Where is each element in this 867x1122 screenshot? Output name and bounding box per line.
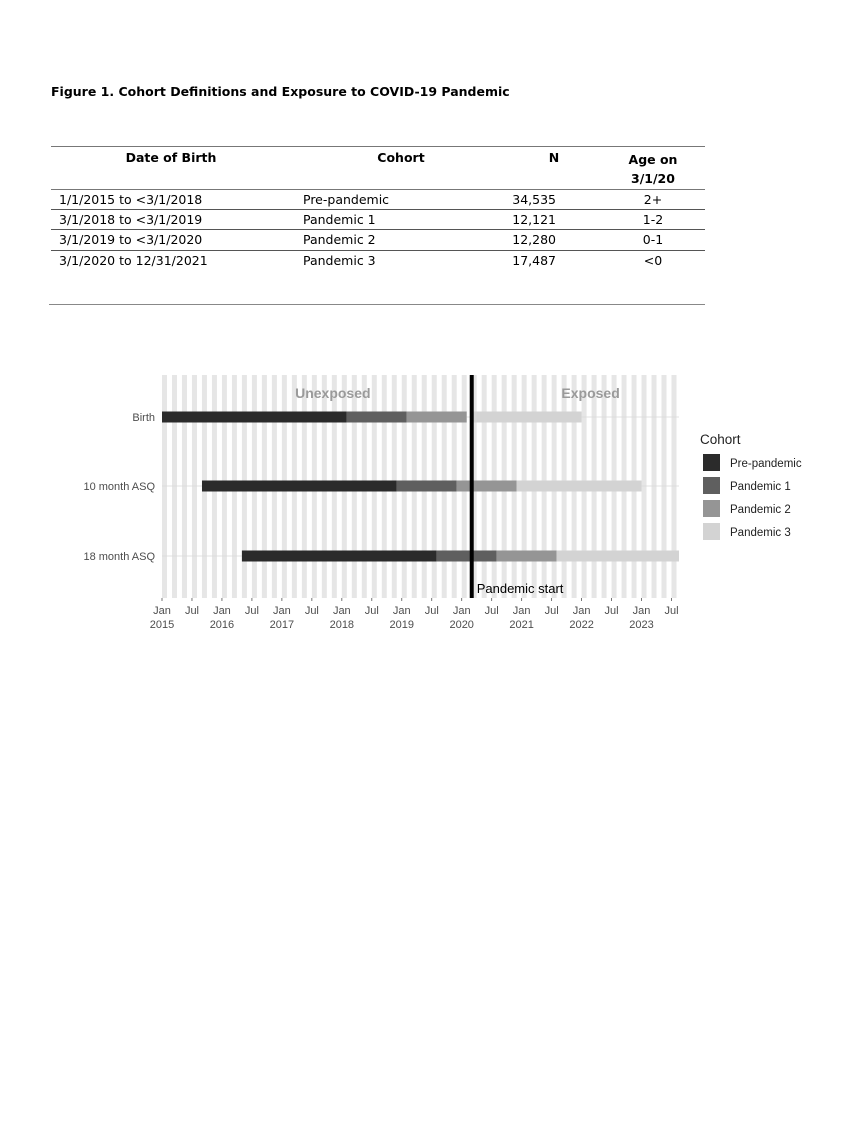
header-cohort: Cohort [377,150,425,165]
y-axis-label: 18 month ASQ [83,551,155,563]
plot-stripe [652,375,657,598]
cell-n: 34,535 [512,192,556,207]
x-tick-label: Jan [153,605,171,617]
cell-age: 0-1 [642,232,664,247]
table-bottom-rule [49,304,705,305]
x-tick-year-label: 2023 [629,619,654,631]
legend-swatch [703,523,720,540]
plot-stripe [642,375,647,598]
bar-pre-pandemic [202,481,397,492]
x-tick-label: Jul [184,605,200,617]
bar-pandemic-2 [457,481,517,492]
legend-label: Pre-pandemic [730,458,802,470]
cell-n: 12,280 [512,232,556,247]
plot-stripe [662,375,667,598]
cell-cohort: Pre-pandemic [303,192,390,207]
legend-title: Cohort [700,432,741,447]
x-tick-label: Jul [304,605,319,617]
x-tick-label: Jul [664,605,679,617]
x-tick-label: Jul [364,605,379,617]
figure-title: Figure 1. Cohort Definitions and Exposure to COVID-19 Pandemic [51,84,510,99]
x-tick-year-label: 2021 [509,619,534,631]
pandemic-start-label: Pandemic start [476,581,564,596]
bar-pandemic-3 [472,412,582,423]
bar-pandemic-1 [347,412,407,423]
header-n: N [548,150,560,165]
legend-swatch [703,454,720,471]
cell-cohort: Pandemic 3 [303,253,376,268]
plot-stripe [182,375,187,598]
x-tick-label: Jan [332,605,351,617]
x-tick-label: Jul [604,605,619,617]
x-tick-label: Jan [452,605,471,617]
x-tick-label: Jan [632,605,651,617]
header-age: Age on 3/1/20 [628,152,678,186]
plot-stripe [162,375,167,598]
legend-swatch [703,500,720,517]
legend-label: Pandemic 2 [730,504,791,516]
x-tick-label: Jul [484,605,499,617]
bar-pandemic-1 [397,481,457,492]
table-row-rule [51,229,705,230]
legend-label: Pandemic 1 [730,481,791,493]
header-date-of-birth: Date of Birth [125,150,217,165]
x-tick-year-label: 2017 [269,619,295,631]
cell-dob: 3/1/2019 to <3/1/2020 [59,232,203,247]
table-top-rule [51,146,705,147]
plot-stripe [172,375,177,598]
x-tick-label: Jan [512,605,531,617]
x-tick-year-label: 2018 [329,619,355,631]
x-tick-year-label: 2016 [209,619,235,631]
x-tick-year-label: 2020 [449,619,474,631]
cell-dob: 3/1/2018 to <3/1/2019 [59,212,203,227]
bar-pre-pandemic [162,412,347,423]
cell-cohort: Pandemic 2 [303,232,376,247]
plot-stripe [192,375,197,598]
bar-pandemic-2 [497,551,557,562]
cell-age: 1-2 [642,212,664,227]
x-tick-label: Jul [544,605,559,617]
cohort-timeline-chart [0,360,867,640]
legend-swatch [703,477,720,494]
x-tick-label: Jul [424,605,439,617]
cell-cohort: Pandemic 1 [303,212,376,227]
bar-pandemic-3 [557,551,679,562]
bar-pandemic-1 [437,551,497,562]
cell-n: 12,121 [512,212,556,227]
cell-age: 2+ [643,192,663,207]
x-tick-label: Jan [572,605,591,617]
cell-dob: 3/1/2020 to 12/31/2021 [59,253,208,268]
x-tick-label: Jan [213,605,231,617]
y-axis-label: 10 month ASQ [83,481,155,493]
cell-age: <0 [643,253,663,268]
table-row-rule [51,209,705,210]
bar-pre-pandemic [242,551,437,562]
region-label-unexposed: Unexposed [295,385,371,401]
plot-stripe [672,375,677,598]
x-tick-label: Jan [392,605,411,617]
cell-dob: 1/1/2015 to <3/1/2018 [59,192,203,207]
table-row-rule [51,250,705,251]
region-label-exposed: Exposed [561,385,620,401]
y-axis-label: Birth [132,412,155,424]
x-tick-label: Jul [244,605,259,617]
cell-n: 17,487 [512,253,556,268]
table-header-rule [51,189,705,190]
x-tick-year-label: 2019 [389,619,415,631]
x-tick-label: Jan [273,605,291,617]
bar-pandemic-3 [517,481,642,492]
legend-label: Pandemic 3 [730,527,791,539]
x-tick-year-label: 2015 [149,619,175,631]
bar-pandemic-2 [407,412,467,423]
x-tick-year-label: 2022 [569,619,594,631]
